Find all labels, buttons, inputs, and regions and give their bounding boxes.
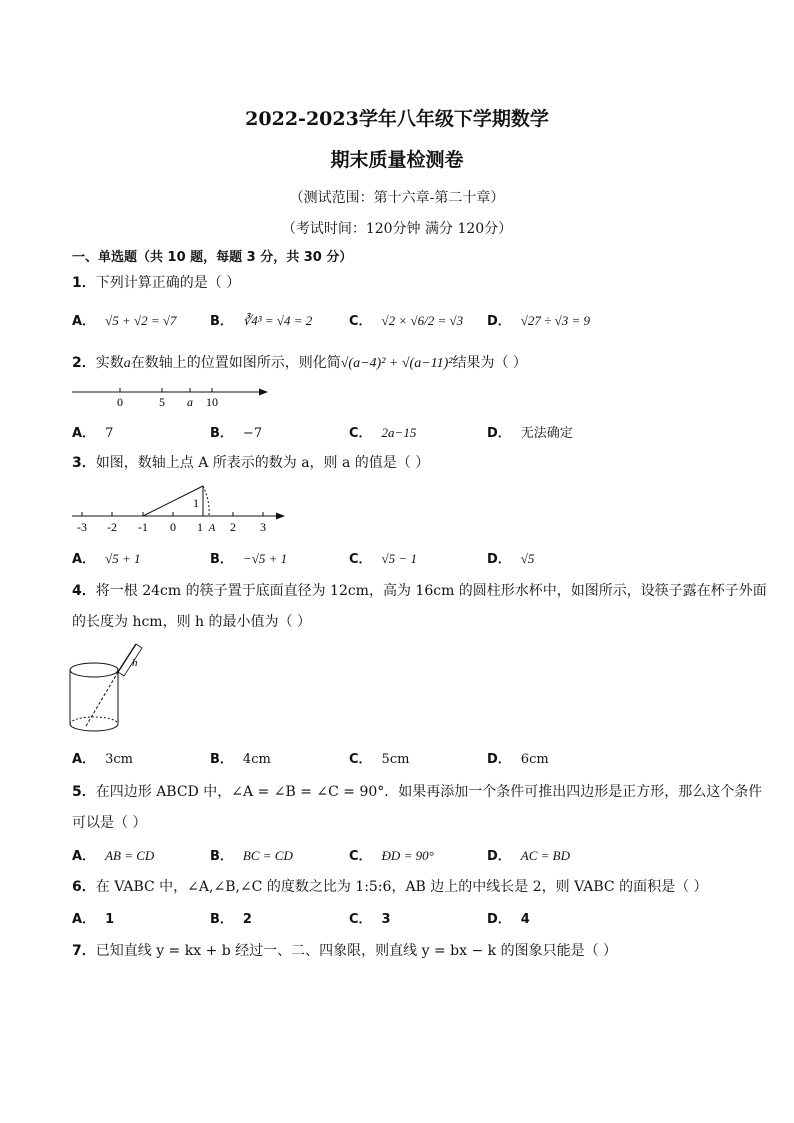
q4-option-a[interactable]: A． 3cm bbox=[72, 752, 133, 767]
exam-subtitle: 期末质量检测卷 bbox=[330, 149, 464, 171]
tick-label: 1 bbox=[197, 520, 203, 534]
q2-option-a[interactable]: A． 7 bbox=[72, 426, 114, 441]
question-number: 2． bbox=[72, 355, 96, 371]
question-number: 6． bbox=[72, 879, 96, 895]
q6-option-c[interactable]: C． 3 bbox=[349, 912, 391, 927]
tick-label: -3 bbox=[77, 520, 87, 534]
question-stem: 下列计算正确的是（ ） bbox=[95, 275, 241, 291]
q4-option-d[interactable]: D． 6cm bbox=[487, 752, 549, 767]
radical-expression: √(a−4)² + √(a−11)² bbox=[340, 356, 453, 371]
q4-option-b[interactable]: B． 4cm bbox=[210, 752, 271, 767]
question-1 bbox=[72, 272, 240, 292]
question-2: 2．实数a在数轴上的位置如图所示，则化简√(a−4)² + √(a−11)²结果为（ ） bbox=[72, 355, 527, 371]
q2-option-c[interactable]: C． 2a−15 bbox=[349, 425, 417, 441]
question-stem: 已知直线 y = kx + b 经过一、二、四象限，则直线 y = bx − k 的图象只能是（ ） bbox=[95, 943, 618, 959]
q6-option-a[interactable]: A． 1 bbox=[72, 912, 115, 927]
h-label: h bbox=[132, 657, 138, 669]
tick-label: -2 bbox=[107, 520, 117, 534]
q3-option-b[interactable]: B． −√5 + 1 bbox=[210, 551, 288, 567]
tick-label: 3 bbox=[260, 520, 266, 534]
q1-option-b[interactable]: B． ∛4³ = √4 = 2 bbox=[210, 313, 313, 329]
question-number: 1． bbox=[72, 275, 96, 291]
q5-option-b[interactable]: B． BC = CD bbox=[210, 848, 293, 864]
tick-label: 0 bbox=[170, 520, 176, 534]
tick-label: 10 bbox=[206, 395, 218, 409]
test-time: （考试时间：120分钟 满分 120分） bbox=[281, 221, 513, 237]
question-6 bbox=[72, 876, 708, 896]
question-stem: 如图，数轴上点 A 所表示的数为 a，则 a 的值是（ ） bbox=[95, 455, 430, 471]
question-stem: 在 VABC 中，∠A,∠B,∠C 的度数之比为 1:5:6，AB 边上的中线长是 2，则 VABC 的面积是（ ） bbox=[95, 879, 708, 895]
q3-option-c[interactable]: C． √5 − 1 bbox=[349, 551, 417, 567]
q1-option-c[interactable]: C． √2 × √6/2 = √3 bbox=[349, 313, 464, 329]
tick-label: 2 bbox=[230, 520, 236, 534]
exam-title: 2022-2023学年八年级下学期数学 bbox=[245, 108, 549, 130]
tick-label: -1 bbox=[138, 520, 148, 534]
q5-option-d[interactable]: D． AC = BD bbox=[487, 848, 571, 864]
q1-option-d[interactable]: D． √27 ÷ √3 = 9 bbox=[487, 313, 590, 329]
question-3 bbox=[72, 452, 429, 472]
height-label: 1 bbox=[193, 496, 199, 510]
section-heading: 一、单选题（共 10 题，每题 3 分，共 30 分） bbox=[72, 250, 353, 265]
q1-option-a[interactable]: A． √5 + √2 = √7 bbox=[72, 313, 177, 329]
q2-option-b[interactable]: B． −7 bbox=[210, 426, 263, 441]
number-line-figure bbox=[72, 384, 272, 410]
test-range: （测试范围：第十六章-第二十章） bbox=[289, 190, 505, 206]
number-line-triangle-figure bbox=[72, 480, 292, 536]
q6-option-b[interactable]: B． 2 bbox=[210, 912, 252, 927]
question-4-line1: 4．将一根 24cm 的筷子置于底面直径为 12cm，高为 16cm 的圆柱形水杯中，如图所示，设筷子露在杯子外面 bbox=[72, 583, 767, 599]
question-5-line2: 可以是（ ） bbox=[72, 815, 147, 831]
q3-option-a[interactable]: A． √5 + 1 bbox=[72, 551, 141, 567]
tick-label: 5 bbox=[159, 395, 165, 409]
q5-option-a[interactable]: A． AB = CD bbox=[72, 848, 155, 864]
cup-chopstick-figure bbox=[66, 640, 156, 736]
q5-option-c[interactable]: C． ÐD = 90° bbox=[349, 848, 434, 864]
q6-option-d[interactable]: D． 4 bbox=[487, 912, 530, 927]
q2-option-d[interactable]: D． 无法确定 bbox=[487, 426, 573, 441]
question-number: 5． bbox=[72, 784, 96, 800]
question-5-line1: 5．在四边形 ABCD 中，∠A = ∠B = ∠C = 90°．如果再添加一个条件可推出四边形是正方形，那么这个条件 bbox=[72, 784, 763, 800]
question-number: 3． bbox=[72, 455, 96, 471]
q4-option-c[interactable]: C． 5cm bbox=[349, 752, 410, 767]
q3-option-d[interactable]: D． √5 bbox=[487, 551, 535, 567]
question-4-line2: 的长度为 hcm，则 h 的最小值为（ ） bbox=[72, 614, 311, 630]
question-7 bbox=[72, 940, 617, 960]
question-number: 4． bbox=[72, 583, 96, 599]
tick-label: a bbox=[187, 395, 193, 409]
point-label: A bbox=[208, 522, 216, 534]
tick-label: 0 bbox=[117, 395, 123, 409]
question-number: 7． bbox=[72, 943, 96, 959]
